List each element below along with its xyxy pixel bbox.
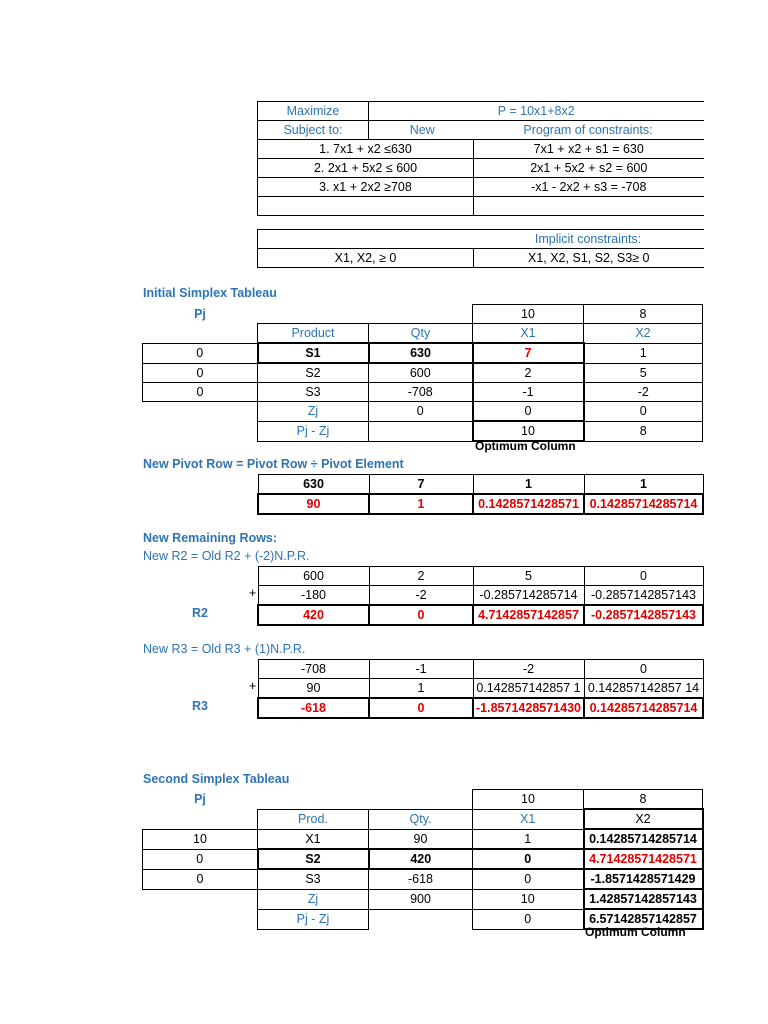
pivot-row-x2: 1 — [584, 475, 703, 495]
qty-value: 420 — [369, 849, 473, 869]
basis-var: S3 — [258, 869, 369, 889]
qty-value: 600 — [369, 363, 473, 383]
empty-cell — [258, 790, 369, 810]
x2-value: 5 — [584, 363, 703, 383]
pivot-element: 7 — [473, 343, 584, 363]
empty-cell — [143, 809, 258, 829]
new-constraint-1: 7x1 + x2 + s1 = 630 — [474, 140, 704, 159]
x1-value: 1 — [473, 829, 584, 849]
empty-cell — [143, 421, 258, 441]
cb-value: 0 — [143, 869, 258, 889]
r3-old-x1b: -2 — [473, 660, 584, 679]
r3-label: R3 — [192, 699, 208, 713]
table-row — [143, 849, 703, 869]
empty-cell — [369, 421, 473, 441]
zj-qty: 900 — [369, 889, 473, 909]
r2-table — [257, 566, 704, 626]
second-tableau-title: Second Simplex Tableau — [143, 772, 290, 786]
implicit-label: Implicit constraints: — [474, 230, 704, 249]
empty-cell — [369, 909, 473, 929]
r2-new-x2: -0.2857142857143 — [584, 605, 703, 625]
pivot-element: 4.71428571428571 — [584, 849, 703, 869]
pivot-row-x1: 7 — [369, 475, 473, 495]
r3-old-qty: -708 — [258, 660, 369, 679]
empty-cell — [143, 402, 258, 422]
x1-value: -1 — [473, 383, 584, 402]
x2-value: 1 — [584, 343, 703, 363]
empty-cell — [258, 197, 474, 216]
cb-value: 0 — [143, 363, 258, 383]
r3-mult-x1b: 0.142857142857 1 — [473, 679, 584, 699]
empty-cell — [369, 790, 473, 810]
r2-mult-qty: -180 — [258, 586, 369, 606]
second-tableau — [142, 789, 704, 930]
empty-cell — [258, 305, 369, 324]
npr-x2: 0.14285714285714 — [584, 494, 703, 514]
table-row — [143, 383, 703, 402]
pivot-row-qty: 630 — [258, 475, 369, 495]
header-qty: Qty. — [369, 809, 473, 829]
npr-qty: 90 — [258, 494, 369, 514]
pjzj-x2: 6.57142857142857 — [584, 909, 703, 929]
zj-x2: 0 — [584, 402, 703, 422]
basis-var: S1 — [258, 343, 369, 363]
pivot-row-x1b: 1 — [473, 475, 584, 495]
zj-label: Zj — [258, 889, 369, 909]
constraint-2: 2. 2x1 + 5x2 ≤ 600 — [258, 159, 474, 178]
r2-mult-x1: -2 — [369, 586, 473, 606]
cb-value: 0 — [143, 383, 258, 402]
basis-var: S2 — [258, 849, 369, 869]
x2-value: -2 — [584, 383, 703, 402]
pj-x1: 10 — [473, 790, 584, 810]
r3-mult-qty: 90 — [258, 679, 369, 699]
optimum-column-label: Optimum Column — [585, 925, 686, 939]
maximize-label: Maximize — [258, 102, 369, 121]
r3-new-x1: 0 — [369, 698, 473, 718]
new-program-label: Program of constraints: — [474, 121, 704, 140]
table-row — [143, 829, 703, 849]
pjzj-label: Pj - Zj — [258, 909, 369, 929]
remaining-title: New Remaining Rows: — [143, 531, 278, 545]
header-qty: Qty — [369, 324, 473, 344]
x2-value: 0.14285714285714 — [584, 829, 703, 849]
problem-table — [257, 101, 704, 216]
header-prod: Prod. — [258, 809, 369, 829]
pj-label: Pj — [194, 307, 206, 321]
pjzj-x1: 0 — [473, 909, 584, 929]
empty-cell — [474, 197, 704, 216]
r2-new-x1b: 4.7142857142857 — [473, 605, 584, 625]
qty-value: -708 — [369, 383, 473, 402]
initial-tableau — [142, 304, 703, 442]
x1-value: 0 — [473, 849, 584, 869]
r3-mult-x2: 0.142857142857 14 — [584, 679, 703, 699]
objective-function: P = 10x1+8x2 — [369, 102, 704, 121]
plus-sign: + — [249, 679, 257, 693]
r3-old-x2: 0 — [584, 660, 703, 679]
r2-old-x2: 0 — [584, 567, 703, 586]
r2-mult-x1b: -0.285714285714 — [473, 586, 584, 606]
header-x1: X1 — [473, 809, 584, 829]
new-constraint-2: 2x1 + 5x2 + s2 = 600 — [474, 159, 704, 178]
new-constraint-3: -x1 - 2x2 + s3 = -708 — [474, 178, 704, 197]
constraint-1: 1. 7x1 + x2 ≤630 — [258, 140, 474, 159]
zj-x1: 10 — [473, 889, 584, 909]
constraint-3: 3. x1 + 2x2 ≥708 — [258, 178, 474, 197]
empty-cell — [369, 305, 473, 324]
implicit-right: X1, X2, S1, S2, S3≥ 0 — [474, 249, 704, 268]
basis-var: S2 — [258, 363, 369, 383]
pjzj-x1: 10 — [473, 421, 584, 441]
header-x2: X2 — [584, 324, 703, 344]
new-label: New — [369, 121, 474, 140]
x1-value: 2 — [473, 363, 584, 383]
qty-value: -618 — [369, 869, 473, 889]
basis-var: X1 — [258, 829, 369, 849]
npr-x1: 1 — [369, 494, 473, 514]
optimum-column-label: Optimum Column — [475, 439, 576, 453]
header-x1: X1 — [473, 324, 584, 344]
empty-cell — [143, 889, 258, 909]
r2-old-x1: 2 — [369, 567, 473, 586]
pj-x2: 8 — [584, 790, 703, 810]
empty-cell — [143, 909, 258, 929]
npr-x1b: 0.1428571428571 — [473, 494, 584, 514]
r3-new-x1b: -1.8571428571430 — [473, 698, 584, 718]
r2-new-x1: 0 — [369, 605, 473, 625]
basis-var: S3 — [258, 383, 369, 402]
pj-label: Pj — [194, 792, 206, 807]
table-row — [143, 869, 703, 889]
r2-formula: New R2 = Old R2 + (-2)N.P.R. — [143, 549, 310, 563]
zj-qty: 0 — [369, 402, 473, 422]
subject-to-label: Subject to: — [258, 121, 369, 140]
r3-formula: New R3 = Old R3 + (1)N.P.R. — [143, 642, 306, 656]
pivot-table — [257, 474, 704, 515]
empty-cell — [258, 230, 474, 249]
pivot-title: New Pivot Row = Pivot Row ÷ Pivot Element — [143, 457, 404, 471]
r2-label: R2 — [192, 606, 208, 620]
pjzj-x2: 8 — [584, 421, 703, 441]
x2-value: -1.8571428571429 — [584, 869, 703, 889]
implicit-table — [257, 229, 704, 268]
qty-value: 90 — [369, 829, 473, 849]
qty-value: 630 — [369, 343, 473, 363]
r3-mult-x1: 1 — [369, 679, 473, 699]
r3-old-x1: -1 — [369, 660, 473, 679]
cb-value: 0 — [143, 849, 258, 869]
r2-mult-x2: -0.2857142857143 — [584, 586, 703, 606]
pj-x2: 8 — [584, 305, 703, 324]
zj-label: Zj — [258, 402, 369, 422]
plus-sign: + — [249, 586, 257, 600]
initial-tableau-title: Initial Simplex Tableau — [143, 286, 277, 300]
x1-value: 0 — [473, 869, 584, 889]
zj-x1: 0 — [473, 402, 584, 422]
table-row — [143, 343, 703, 363]
implicit-left: X1, X2, ≥ 0 — [258, 249, 474, 268]
pj-x1: 10 — [473, 305, 584, 324]
cb-value: 10 — [143, 829, 258, 849]
zj-x2: 1.42857142857143 — [584, 889, 703, 909]
r3-table — [257, 659, 704, 719]
r3-new-qty: -618 — [258, 698, 369, 718]
header-x2: X2 — [584, 809, 703, 829]
table-row — [143, 363, 703, 383]
r2-new-qty: 420 — [258, 605, 369, 625]
cb-value: 0 — [143, 343, 258, 363]
empty-cell — [143, 324, 258, 344]
pjzj-label: Pj - Zj — [258, 421, 369, 441]
r2-old-qty: 600 — [258, 567, 369, 586]
header-product: Product — [258, 324, 369, 344]
r3-new-x2: 0.14285714285714 — [584, 698, 703, 718]
r2-old-x1b: 5 — [473, 567, 584, 586]
